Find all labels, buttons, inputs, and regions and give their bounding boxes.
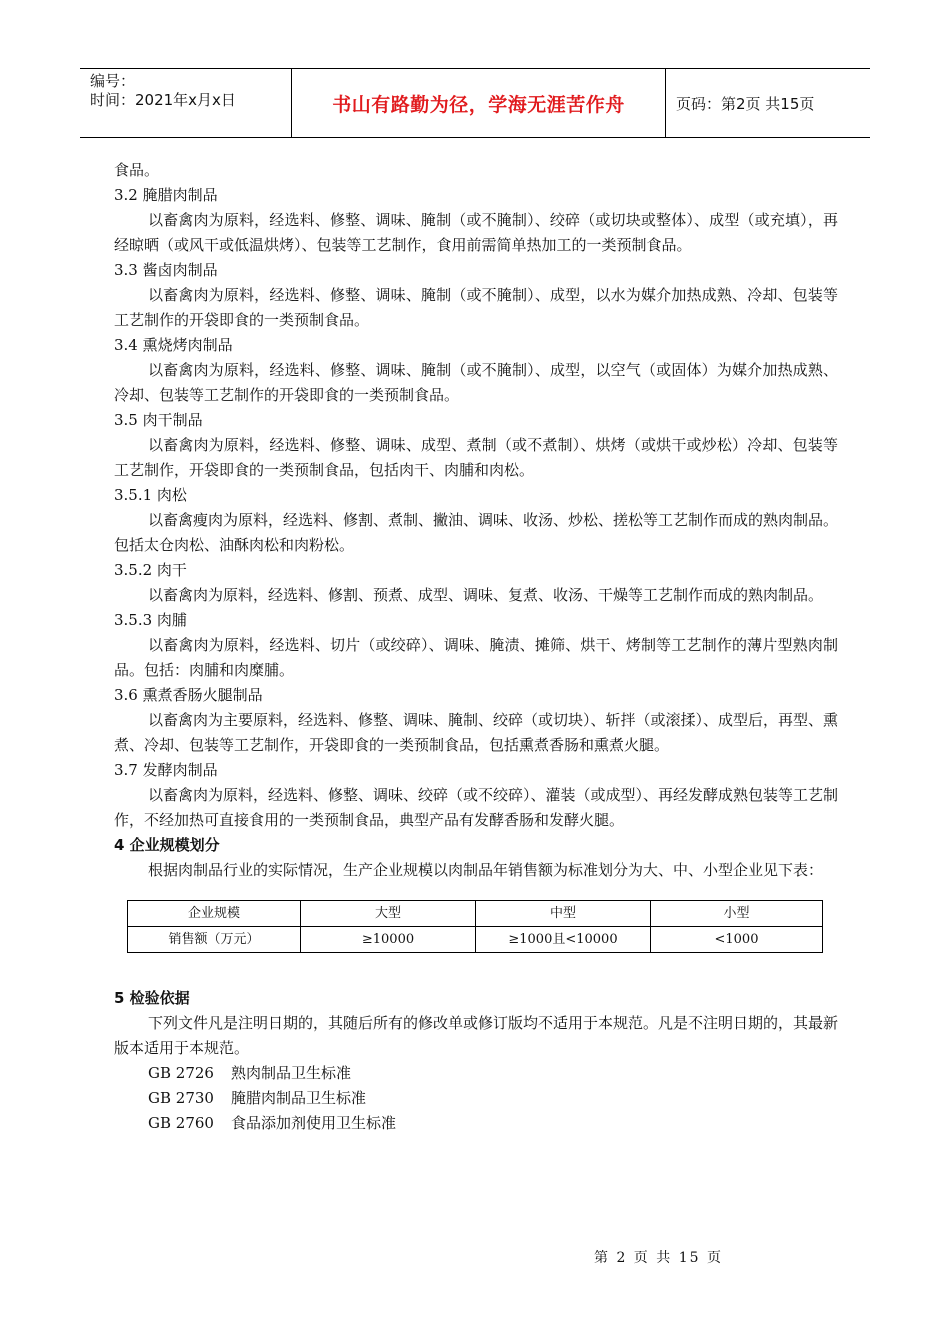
section-text-3-6: 以畜禽肉为主要原料，经选料、修整、调味、腌制、绞碎（或切块）、斩拌（或滚揉）、成型后，再型、熏煮、冷却、包装等工艺制作，开袋即食的一类预制食品，包括熏煮香肠和熏煮火腿。 — [114, 711, 839, 754]
enterprise-scale-table — [127, 900, 823, 953]
table-header-cell: 小型 — [651, 901, 823, 927]
table-header-row — [128, 901, 823, 927]
section-text-3-4: 以畜禽肉为原料，经选料、修整、调味、腌制（或不腌制）、成型，以空气（或固体）为媒介加热成熟、冷却、包装等工艺制作的开袋即食的一类预制食品。 — [114, 361, 838, 404]
header-meta — [80, 69, 292, 137]
section-text-3-2: 以畜禽肉为原料，经选料、修整、调味、腌制（或不腌制）、绞碎（或切块或整体）、成型（或充填），再经晾晒（或风干或低温烘烤）、包装等工艺制作，食用前需简单热加工的一类预制食品。 — [114, 211, 838, 254]
table-cell: ≥1000且<10000 — [476, 927, 651, 953]
table-cell: <1000 — [651, 927, 823, 953]
section-text-4: 根据肉制品行业的实际情况，生产企业规模以肉制品年销售额为标准划分为大、中、小型企业见下表： — [148, 861, 824, 879]
section-heading-4: 4 企业规模划分 — [114, 836, 220, 854]
section-text-3-5-2: 以畜禽肉为原料，经选料、修割、预煮、成型、调味、复煮、收汤、干燥等工艺制作而成的熟肉制品。 — [148, 586, 824, 604]
header-page-info: 页码：第2页 共15页 — [676, 94, 815, 113]
header-motto: 书山有路勤为径，学海无涯苦作舟 — [292, 69, 666, 137]
reference-name: 腌腊肉制品卫生标准 — [231, 1089, 367, 1107]
reference-code: GB 2730 — [148, 1089, 214, 1107]
reference-name: 食品添加剂使用卫生标准 — [231, 1114, 397, 1132]
section-heading-3-5-1: 3.5.1 肉松 — [114, 486, 187, 504]
section-text-3-7: 以畜禽肉为原料，经选料、修整、调味、绞碎（或不绞碎）、灌装（或成型）、再经发酵成熟包装等工艺制作，不经加热可直接食用的一类预制食品，典型产品有发酵香肠和发酵火腿。 — [114, 786, 839, 829]
table-header-cell: 中型 — [476, 901, 651, 927]
reference-code: GB 2760 — [148, 1114, 214, 1132]
reference-item — [114, 1086, 838, 1111]
table-header-cell: 企业规模 — [128, 901, 301, 927]
reference-item — [114, 1061, 838, 1086]
section-heading-3-5-2: 3.5.2 肉干 — [114, 561, 187, 579]
section-text-5: 下列文件凡是注明日期的，其随后所有的修改单或修订版均不适用于本规范。凡是不注明日期的，其最新版本适用于本规范。 — [114, 1014, 839, 1057]
reference-code: GB 2726 — [148, 1064, 214, 1082]
section-heading-3-5: 3.5 肉干制品 — [114, 411, 203, 429]
section-heading-3-3: 3.3 酱卤肉制品 — [114, 261, 218, 279]
section-heading-3-4: 3.4 熏烧烤肉制品 — [114, 336, 233, 354]
paragraph-continuation: 食品。 — [114, 161, 160, 179]
table-cell: ≥10000 — [301, 927, 476, 953]
reference-item — [114, 1111, 838, 1136]
spacer — [114, 953, 838, 986]
document-body — [114, 158, 838, 1136]
enterprise-scale-table-wrap — [127, 900, 838, 953]
section-heading-3-6: 3.6 熏煮香肠火腿制品 — [114, 686, 263, 704]
document-time: 时间：2021年x月x日 — [90, 91, 236, 109]
section-heading-3-5-3: 3.5.3 肉脯 — [114, 611, 187, 629]
section-text-3-5-3: 以畜禽肉为原料，经选料、切片（或绞碎）、调味、腌渍、摊筛、烘干、烤制等工艺制作的薄片型熟肉制品。包括：肉脯和肉糜脯。 — [114, 636, 838, 679]
page-footer: 第 2 页 共 15 页 — [594, 1250, 723, 1266]
page-header — [80, 68, 870, 138]
reference-name: 熟肉制品卫生标准 — [231, 1064, 352, 1082]
section-heading-3-2: 3.2 腌腊肉制品 — [114, 186, 218, 204]
table-header-cell: 大型 — [301, 901, 476, 927]
section-text-3-3: 以畜禽肉为原料，经选料、修整、调味、腌制（或不腌制）、成型，以水为媒介加热成熟、冷却、包装等工艺制作的开袋即食的一类预制食品。 — [114, 286, 838, 329]
document-number-label: 编号： — [90, 72, 136, 90]
section-heading-5: 5 检验依据 — [114, 989, 190, 1007]
table-row — [128, 927, 823, 953]
section-text-3-5: 以畜禽肉为原料，经选料、修整、调味、成型、煮制（或不煮制）、烘烤（或烘干或炒松）冷却、包装等工艺制作，开袋即食的一类预制食品，包括肉干、肉脯和肉松。 — [114, 436, 838, 479]
table-cell: 销售额（万元） — [128, 927, 301, 953]
section-heading-3-7: 3.7 发酵肉制品 — [114, 761, 218, 779]
section-text-3-5-1: 以畜禽瘦肉为原料，经选料、修割、煮制、撇油、调味、收汤、炒松、搓松等工艺制作而成的熟肉制品。包括太仓肉松、油酥肉松和肉粉松。 — [114, 511, 839, 554]
